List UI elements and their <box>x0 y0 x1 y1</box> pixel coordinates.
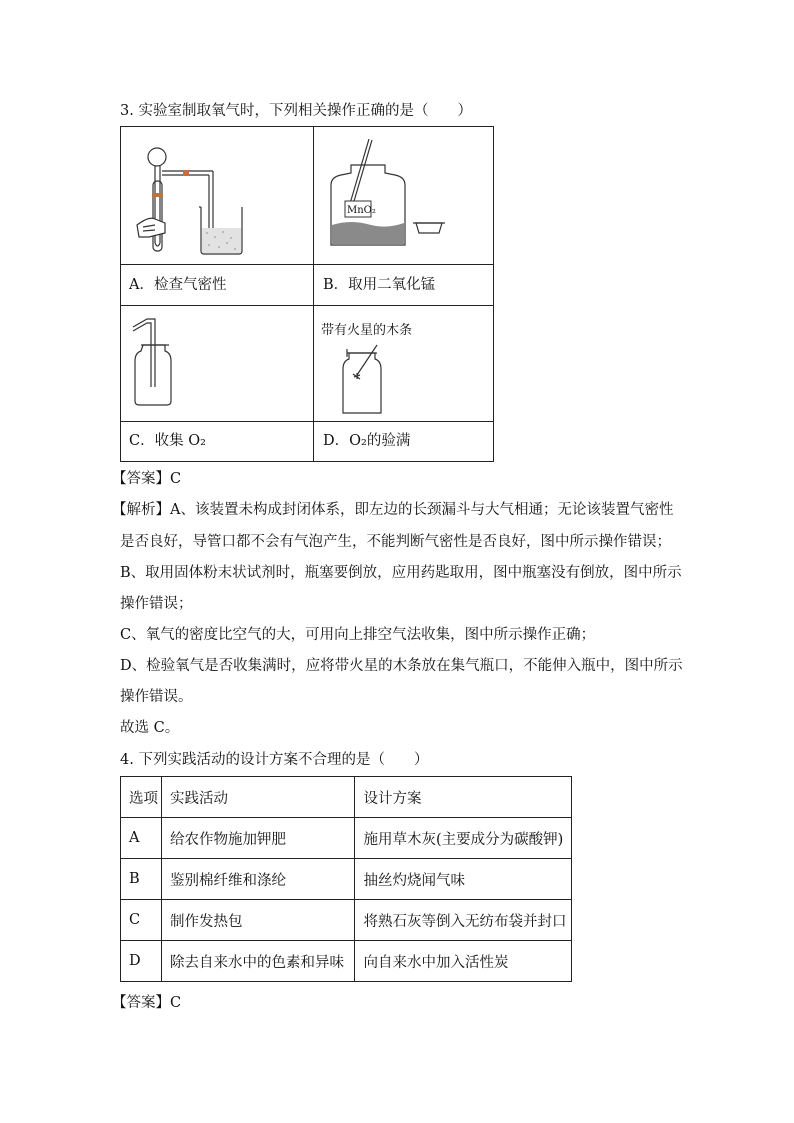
table-row <box>121 859 572 900</box>
row-plan: 施用草木灰(主要成分为碳酸钾) <box>355 818 572 859</box>
question-3-stem: 3. 实验室制取氧气时，下列相关操作正确的是（ ） <box>120 103 472 119</box>
row-option: C <box>121 900 162 941</box>
option-c-caption: C．收集 O₂ <box>129 433 206 449</box>
row-activity: 制作发热包 <box>161 900 355 941</box>
analysis-line-6: D、检验氧气是否收集满时，应将带火星的木条放在集气瓶口，不能伸入瓶中，图中所示 <box>120 658 683 674</box>
row-plan: 抽丝灼烧闻气味 <box>355 859 572 900</box>
table-row <box>121 818 572 859</box>
analysis-line-8: 故选 C。 <box>120 720 180 736</box>
row-activity: 给农作物施加钾肥 <box>161 818 355 859</box>
row-activity: 鉴别棉纤维和涤纶 <box>161 859 355 900</box>
row-plan: 向自来水中加入活性炭 <box>355 941 572 982</box>
take-manganese-dioxide-illustration <box>321 137 491 261</box>
analysis-line-3: B、取用固体粉末状试剂时，瓶塞要倒放，应用药匙取用，图中瓶塞没有倒放，图中所示 <box>120 565 682 581</box>
row-activity: 除去自来水中的色素和异味 <box>161 941 355 982</box>
option-b-caption: B．取用二氧化锰 <box>323 277 436 293</box>
table-header-row <box>121 777 572 818</box>
question-4-table <box>120 776 572 982</box>
question-3-answer: 【答案】C <box>112 471 182 487</box>
table-row <box>121 941 572 982</box>
header-activity: 实践活动 <box>161 777 355 818</box>
row-plan: 将熟石灰等倒入无纺布袋并封口 <box>355 900 572 941</box>
table-row <box>121 900 572 941</box>
oxygen-full-check-illustration <box>321 343 491 417</box>
collect-oxygen-illustration <box>129 309 307 417</box>
analysis-line-1: 【解析】A、该装置未构成封闭体系，即左边的长颈漏斗与大气相通；无论该装置气密性 <box>112 502 674 518</box>
header-plan: 设计方案 <box>355 777 572 818</box>
option-d-caption: D．O₂的验满 <box>323 433 411 449</box>
question-4-answer: 【答案】C <box>112 995 182 1011</box>
question-4-stem: 4. 下列实践活动的设计方案不合理的是（ ） <box>120 752 429 768</box>
mno2-bottle-label: MnO₂ <box>347 205 376 216</box>
analysis-line-2: 是否良好，导管口都不会有气泡产生，不能判断气密性是否良好，图中所示操作错误； <box>120 534 671 550</box>
row-option: D <box>121 941 162 982</box>
airtightness-check-illustration <box>129 133 307 261</box>
analysis-line-5: C、氧气的密度比空气的大，可用向上排空气法收集，图中所示操作正确； <box>120 627 596 643</box>
glowing-splint-label: 带有火星的木条 <box>321 323 413 338</box>
row-option: B <box>121 859 162 900</box>
row-option: A <box>121 818 162 859</box>
header-option: 选项 <box>121 777 162 818</box>
analysis-line-4: 操作错误； <box>120 596 193 612</box>
question-3-options-grid <box>120 126 494 462</box>
option-a-caption: A．检查气密性 <box>129 277 227 293</box>
analysis-line-7: 操作错误。 <box>120 689 193 705</box>
